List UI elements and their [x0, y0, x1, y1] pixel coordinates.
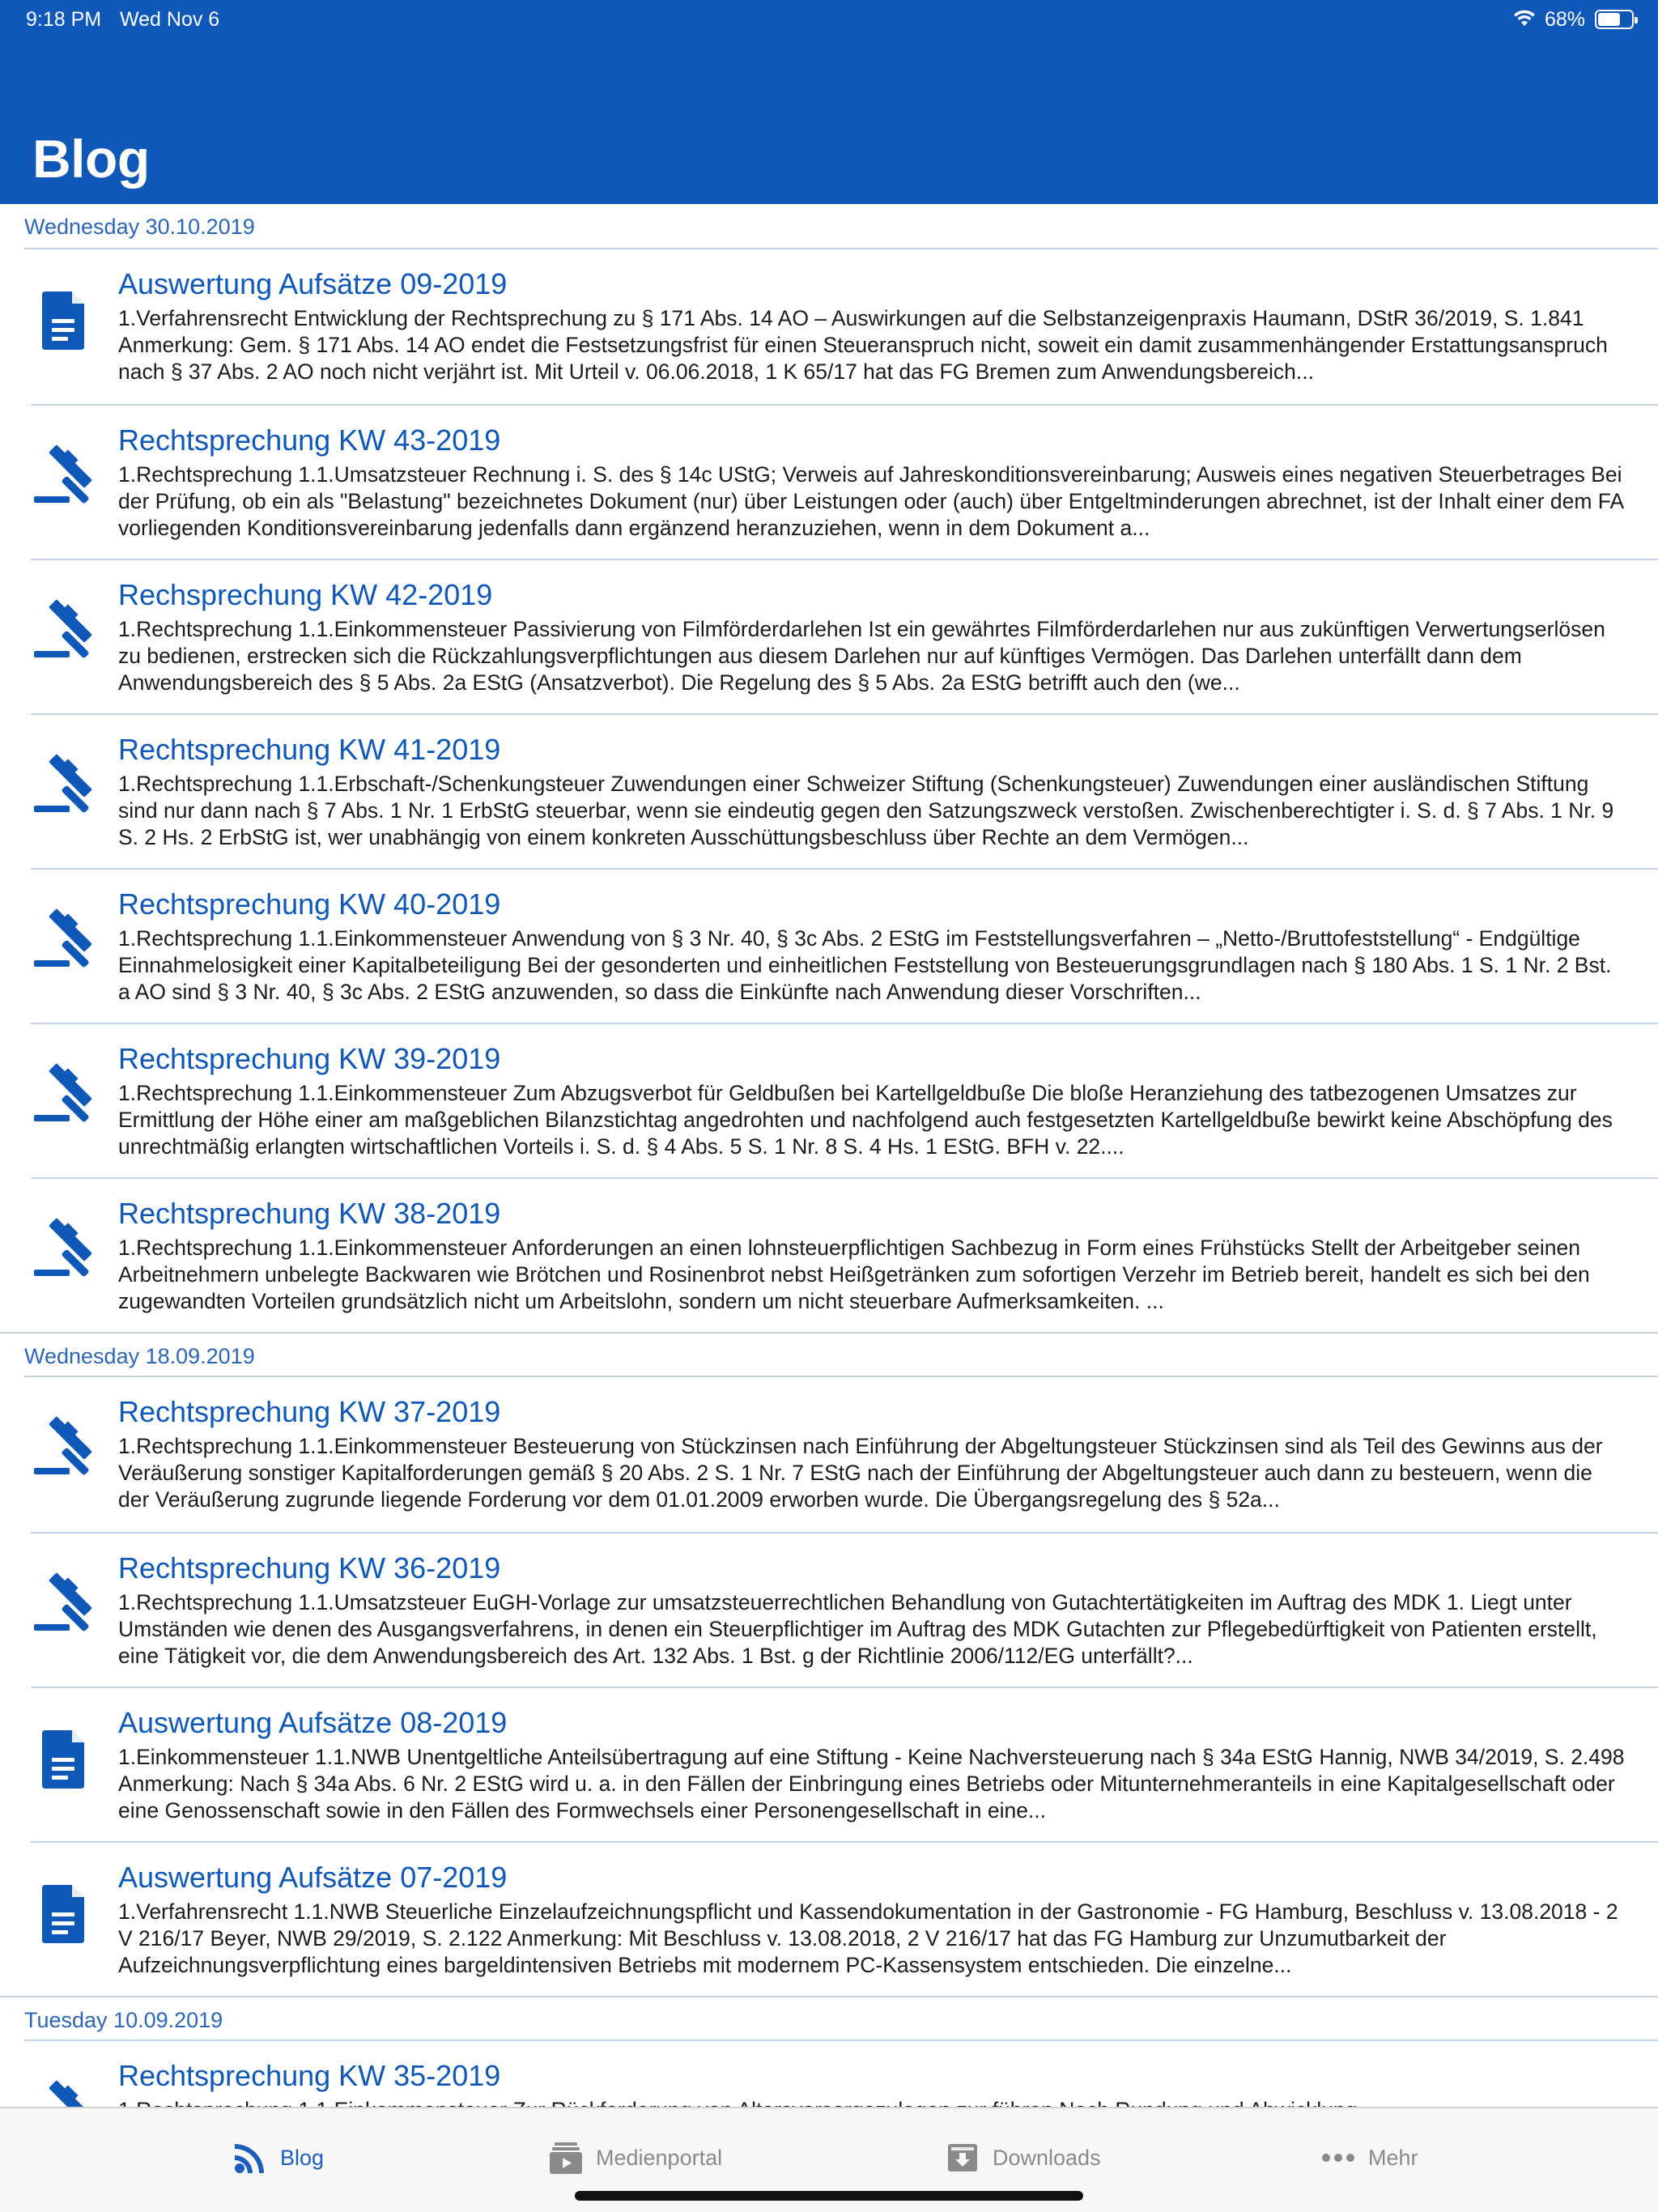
- status-indicators: [1512, 6, 1634, 32]
- blog-post-title[interactable]: Rechsprechung KW 42-2019: [118, 578, 493, 611]
- blog-post-text: [118, 267, 1629, 385]
- tab-label: Medienportal: [596, 2145, 723, 2170]
- blog-post-row[interactable]: [31, 713, 1658, 868]
- blog-post-row[interactable]: [31, 1841, 1658, 1996]
- blog-post-row[interactable]: [31, 1023, 1658, 1177]
- tab-label: Downloads: [993, 2145, 1101, 2170]
- tab-blog[interactable]: [232, 2138, 324, 2178]
- blog-post-text: [118, 887, 1629, 1006]
- date-section-header: Tuesday 10.09.2019: [0, 1996, 1658, 2040]
- tab-label: Mehr: [1368, 2145, 1418, 2170]
- blog-post-snippet: 1.Verfahrensrecht Entwicklung der Rechtsprechung zu § 171 Abs. 14 AO – Auswirkungen auf die Selbstanzeigenpraxis Haumann, DStR 36/2019, S. 1.841 Anmerkung: Gem. § 171 Abs. 14 AO endet die Festsetzungsfrist für einen Steueranspruch nicht, soweit ein damit zusammenhängender Erstattungsanspruch nach § 37 Abs. 2 AO noch nicht verjährt ist. Mit Urteil v. 06.06.2018, 1 K 65/17 hat das FG Bremen zum Anwendungsbereich...: [118, 306, 1608, 384]
- app-header: [0, 0, 1658, 204]
- battery-icon: [1595, 10, 1634, 29]
- home-indicator[interactable]: [575, 2191, 1083, 2201]
- media-stack-icon: [547, 2139, 585, 2176]
- blog-post-title[interactable]: Rechtsprechung KW 39-2019: [118, 1042, 501, 1075]
- status-date: Wed Nov 6: [120, 8, 220, 31]
- gavel-icon: [24, 1408, 102, 1486]
- gavel-icon: [24, 1564, 102, 1642]
- tab-label: Blog: [280, 2145, 325, 2170]
- blog-post-row[interactable]: [31, 404, 1658, 559]
- page-title: Blog: [32, 129, 150, 189]
- status-time: 9:18 PM: [26, 8, 102, 31]
- blog-post-title[interactable]: Auswertung Aufsätze 07-2019: [118, 1861, 508, 1894]
- blog-post-text: [118, 1042, 1629, 1160]
- tab-mehr[interactable]: [1320, 2138, 1418, 2178]
- blog-post-text: [118, 578, 1629, 696]
- blog-post-snippet: 1.Rechtsprechung 1.1.Einkommensteuer Anwendung von § 3 Nr. 40, § 3c Abs. 2 EStG im Feststellungsverfahren – „Netto-/Bruttofeststellung“ - Endgültige Einnahmelosigkeit einer Kapitalbeteiligung Bei der gesonderten und einheitlichen Feststellung von Besteuerungsgrundlagen nach § 180 Abs. 1 S. 1 Nr. 2 Bst. a AO sind § 3 Nr. 40, § 3c Abs. 2 EStG anzuwenden, so dass die Einkünfte nach Anwendung dieser Vorschriften...: [118, 926, 1612, 1004]
- blog-post-title[interactable]: Rechtsprechung KW 37-2019: [118, 1395, 501, 1428]
- gavel-icon: [24, 1210, 102, 1287]
- blog-post-snippet: 1.Verfahrensrecht 1.1.NWB Steuerliche Einzelaufzeichnungspflicht und Kassendokumentation in der Gastronomie - FG Hamburg, Beschluss v. 13.08.2018 - 2 V 216/17 Beyer, NWB 29/2019, S. 2.122 Anmerkung: Mit Beschluss v. 13.08.2018, 2 V 216/17 hat das FG Hamburg zur Unzumutbarkeit der Aufzeichnungsverpflichtung eines bargeldintensiven Betriebs mit modernem PC-Kassensystem entschieden. Die einzelne...: [118, 1899, 1618, 1977]
- blog-post-snippet: 1.Rechtsprechung 1.1.Umsatzsteuer Rechnung i. S. des § 14c UStG; Verweis auf Jahreskonditionsvereinbarung; Ausweis eines negativen Steuerbetrages Bei der Prüfung, ob ein als "Belastung" bezeichnetes Dokument (nur) über Leistungen oder (auch) über Entgeltminderungen abrechnet, ist der Inhalt einer dem FA vorliegenden Konditionsvereinbarung jedenfalls dann ergänzend heranzuziehen, wenn in dem Dokument a...: [118, 462, 1623, 540]
- tab-downloads[interactable]: [944, 2138, 1101, 2178]
- blog-post-snippet: 1.Rechtsprechung 1.1.Erbschaft-/Schenkungsteuer Zuwendungen einer Schweizer Stiftung (Schenkungsteuer) Zuwendungen einer ausländischen Stiftung sind nur dann nach § 7 Abs. 1 Nr. 1 ErbStG steuerbar, wenn sie eindeutig gegen den Satzungszweck verstoßen. Zwischenberechtigter i. S. d. § 7 Abs. 1 Nr. 9 S. 2 Hs. 2 ErbStG ist, wer unabhängig von einem konkreten Ausschüttungsbeschluss über Rechte an dem Vermögen...: [118, 772, 1614, 849]
- date-section-header: Wednesday 18.09.2019: [0, 1332, 1658, 1376]
- blog-post-row[interactable]: [31, 1687, 1658, 1841]
- blog-post-title[interactable]: Auswertung Aufsätze 09-2019: [118, 267, 508, 300]
- blog-post-title[interactable]: Rechtsprechung KW 36-2019: [118, 1551, 501, 1585]
- tab-medienportal[interactable]: [547, 2138, 722, 2178]
- battery-percentage: 68%: [1544, 7, 1585, 31]
- status-bar: [0, 0, 1658, 39]
- blog-post-row[interactable]: [31, 1177, 1658, 1332]
- blog-post-row[interactable]: [0, 1377, 1658, 1532]
- blog-post-text: [118, 1197, 1629, 1315]
- gavel-icon: [24, 746, 102, 823]
- blog-post-snippet: 1.Rechtsprechung 1.1.Einkommensteuer Zum Abzugsverbot für Geldbußen bei Kartellgeldbuße Die bloße Heranziehung des tatbezogenen Umsatzes zur Ermittlung der Höhe einer am maßgeblichen Bilanzstichtag angedrohten und nachfolgend auch festgesetzten Kartellgeldbuße bewirkt keine Abschöpfung des unrechtmäßig erlangten wirtschaftlichen Vorteils i. S. d. § 4 Abs. 5 S. 1 Nr. 8 S. 4 Hs. 1 EStG. BFH v. 22....: [118, 1081, 1613, 1159]
- gavel-icon: [24, 436, 102, 514]
- blog-post-text: [118, 1395, 1629, 1513]
- blog-post-snippet: 1.Rechtsprechung 1.1.Einkommensteuer Besteuerung von Stückzinsen nach Einführung der Abgeltungsteuer Stückzinsen sind als Teil des Gewinns aus der Veräußerung sonstiger Kapitalforderungen gemäß § 20 Abs. 2 S. 1 Nr. 7 EStG nach der Einführung der Abgeltungsteuer auch dann zu besteuern, wenn die der Veräußerung zugrunde liegende Forderung vor dem 01.01.2009 erworben wurde. Die Übergangsregelung des § 52a...: [118, 1434, 1603, 1512]
- document-icon: [24, 280, 102, 358]
- blog-post-title[interactable]: Auswertung Aufsätze 08-2019: [118, 1706, 508, 1739]
- blog-post-title[interactable]: Rechtsprechung KW 38-2019: [118, 1197, 501, 1230]
- blog-post-title[interactable]: Rechtsprechung KW 41-2019: [118, 733, 501, 766]
- blog-post-snippet: 1.Einkommensteuer 1.1.NWB Unentgeltliche Anteilsübertragung auf eine Stiftung - Keine Nachversteuerung nach § 34a EStG Hannig, NWB 34/2019, S. 2.498 Anmerkung: Nach § 34a Abs. 6 Nr. 2 EStG wird u. a. in den Fällen der Einbringung eines Betriebs oder Mitunternehmeranteils in eine Kapitalgesellschaft oder eine Genossenschaft sowie in den Fällen des Formwechsels einer Personengesellschaft in eine...: [118, 1745, 1625, 1823]
- blog-post-snippet: 1.Rechtsprechung 1.1.Umsatzsteuer EuGH-Vorlage zur umsatzsteuerrechtlichen Behandlung von Gutachtertätigkeiten im Auftrag des MDK 1. Liegt unter Umständen wie denen des Ausgangsverfahrens, in denen ein Steuerpflichtiger im Auftrag des MDK Gutachten zur Pflegebedürftigkeit von Patienten erstellt, eine Tätigkeit vor, die dem Anwendungsbereich des Art. 132 Abs. 1 Bst. g der Richtlinie 2006/112/EG unterfällt?...: [118, 1590, 1597, 1668]
- date-section-header: Wednesday 30.10.2019: [24, 215, 255, 239]
- blog-post-text: [118, 1551, 1629, 1670]
- gavel-icon: [24, 1055, 102, 1133]
- blog-post-row[interactable]: [31, 1532, 1658, 1687]
- blog-post-list[interactable]: [0, 204, 1658, 2107]
- blog-post-title[interactable]: Rechtsprechung KW 35-2019: [118, 2059, 501, 2092]
- blog-post-text: [118, 1861, 1629, 1979]
- document-icon: [24, 1874, 102, 1951]
- download-tray-icon: [944, 2139, 981, 2176]
- gavel-icon: [24, 591, 102, 669]
- more-dots-icon: [1320, 2139, 1357, 2176]
- blog-post-row[interactable]: [0, 249, 1658, 404]
- rss-icon: [232, 2139, 269, 2176]
- blog-post-snippet: 1.Rechtsprechung 1.1.Einkommensteuer Anforderungen an einen lohnsteuerpflichtigen Sachbezug in Form eines Frühstücks Stellt der Arbeitgeber seinen Arbeitnehmern unbelegte Backwaren wie Brötchen und Rosinenbrot nebst Heißgetränken zum sofortigen Verzehr im Betrieb bereit, handelt es sich bei den zugewandten Vorteilen grundsätzlich nicht um Arbeitslohn, sondern um nicht steuerbare Aufmerksamkeiten. ...: [118, 1236, 1590, 1313]
- blog-post-row[interactable]: [31, 559, 1658, 713]
- blog-post-row[interactable]: [31, 868, 1658, 1023]
- blog-post-text: [118, 1706, 1629, 1824]
- wifi-icon: [1512, 8, 1537, 32]
- blog-post-snippet: 1.Rechtsprechung 1.1.Einkommensteuer Passivierung von Filmförderdarlehen Ist ein gewährtes Filmförderdarlehen nur aus zukünftigen Verwertungserlösen zu bedienen, erstrecken sich die Rückzahlungsverpflichtungen aus diesem Darlehen nur auf künftiges Vermögen. Das Darlehen unterfällt dann dem Anwendungsbereich des § 5 Abs. 2a EStG (Ansatzverbot). Die Regelung des § 5 Abs. 2a EStG betrifft auch den (we...: [118, 617, 1605, 695]
- gavel-icon: [24, 900, 102, 978]
- blog-post-title[interactable]: Rechtsprechung KW 43-2019: [118, 423, 501, 457]
- blog-post-text: [118, 733, 1629, 851]
- blog-post-title[interactable]: Rechtsprechung KW 40-2019: [118, 887, 501, 921]
- blog-post-text: [118, 423, 1629, 542]
- document-icon: [24, 1719, 102, 1797]
